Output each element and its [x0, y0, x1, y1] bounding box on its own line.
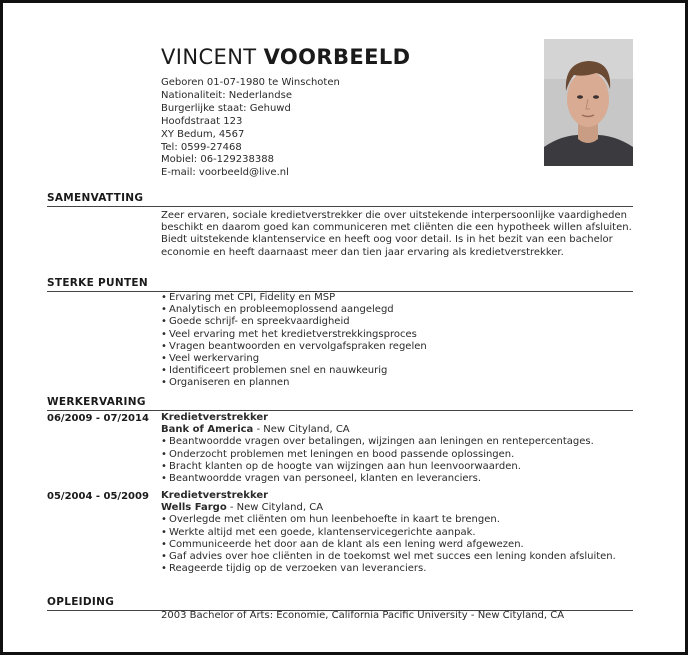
list-item: • Werkte altijd met een goede, klantenservicegerichte aanpak. — [161, 527, 639, 539]
summary-text: Zeer ervaren, sociale kredietverstrekker die over uitstekende interpersoonlijke vaardigheden beschikt en daarom goed kan communiceren met cliënten die een hypotheek willen afsluiten. Biedt uitstekende klantenservice en heeft oog voor detail. Is in het bezit van een bachelor economie en heeft daarnaast meer dan tien jaar ervaring als kredietverstrekker. — [161, 210, 632, 258]
job-entry — [161, 412, 639, 485]
section-title-summary: SAMENVATTING — [47, 192, 144, 204]
job-dates: 05/2004 - 05/2009 — [47, 491, 149, 502]
list-item: • Identificeert problemen snel en nauwkeurig — [161, 365, 639, 377]
section-divider — [47, 206, 633, 207]
job-entry — [161, 490, 639, 575]
list-item: • Organiseren en plannen — [161, 377, 639, 389]
section-title-education: OPLEIDING — [47, 596, 115, 608]
company-location: - New Cityland, CA — [226, 502, 324, 514]
profile-photo — [544, 39, 633, 166]
job-dates: 06/2009 - 07/2014 — [47, 413, 149, 424]
contact-line: XY Bedum, 4567 — [161, 128, 245, 140]
last-name: VOORBEELD — [263, 45, 411, 69]
job-duties — [161, 514, 639, 575]
company-location: - New Cityland, CA — [253, 424, 350, 436]
list-item: • Goede schrijf- en spreekvaardigheid — [161, 316, 639, 328]
education-text: 2003 Bachelor of Arts: Economie, California Pacific University - New Cityland, CA — [161, 610, 565, 621]
list-item: • Overlegde met cliënten om hun leenbehoefte in kaart te brengen. — [161, 514, 639, 526]
portrait-icon — [544, 39, 633, 166]
contact-line: Geboren 01-07-1980 te Winschoten — [161, 77, 340, 88]
list-item: • Veel ervaring met het kredietverstrekkingsproces — [161, 329, 639, 341]
company-line — [161, 424, 639, 436]
job-duties — [161, 436, 639, 485]
contact-line: Burgerlijke staat: Gehuwd — [161, 102, 291, 114]
contact-line: Mobiel: 06-129238388 — [161, 154, 274, 166]
list-item: • Onderzocht problemen met leningen en bood passende oplossingen. — [161, 449, 639, 461]
list-item: • Reageerde tijdig op de verzoeken van leveranciers. — [161, 563, 639, 575]
first-name: VINCENT — [161, 45, 257, 69]
list-item: • Communiceerde het door aan de klant als een lening werd afgewezen. — [161, 539, 639, 551]
candidate-name — [161, 45, 411, 69]
list-item: • Gaf advies over hoe cliënten in de toekomst wel met succes een lening konden afsluiten. — [161, 551, 639, 563]
list-item: • Beantwoordde vragen van personeel, klanten en leveranciers. — [161, 473, 639, 485]
list-item: • Vragen beantwoorden en vervolgafspraken regelen — [161, 341, 639, 353]
contact-line: Tel: 0599-27468 — [161, 141, 242, 153]
section-title-strengths: STERKE PUNTEN — [47, 277, 148, 289]
job-title: Kredietverstrekker — [161, 412, 269, 423]
contact-line: E-mail: voorbeeld@live.nl — [161, 167, 289, 179]
list-item: • Analytisch en probleemoplossend aangelegd — [161, 304, 639, 316]
job-title: Kredietverstrekker — [161, 490, 269, 501]
list-item: • Bracht klanten op de hoogte van wijzingen aan hun leenvoorwaarden. — [161, 461, 639, 473]
company-name: Bank of America — [161, 424, 254, 436]
list-item: • Ervaring met CPI, Fidelity en MSP — [161, 292, 639, 304]
contact-info — [161, 77, 340, 180]
contact-line: Hoofdstraat 123 — [161, 115, 243, 127]
strengths-list — [161, 292, 639, 390]
section-divider — [47, 410, 633, 411]
list-item: • Veel werkervaring — [161, 353, 639, 365]
contact-line: Nationaliteit: Nederlandse — [161, 89, 292, 101]
company-name: Wells Fargo — [161, 502, 227, 514]
company-line — [161, 502, 639, 514]
section-title-experience: WERKERVARING — [47, 396, 146, 408]
list-item: • Beantwoordde vragen over betalingen, wijzingen aan leningen en rentepercentages. — [161, 436, 639, 448]
